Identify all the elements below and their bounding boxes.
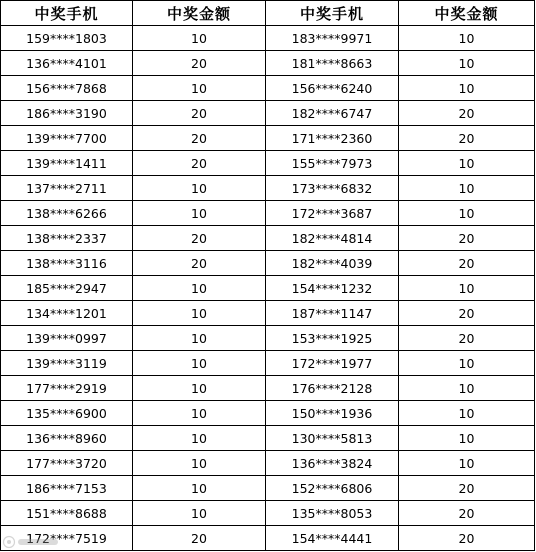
phone-cell-2: 182****4814 (266, 226, 399, 251)
phone-cell-2: 183****9971 (266, 26, 399, 51)
amount-cell-1: 10 (133, 201, 266, 226)
phone-cell-1: 156****7868 (1, 76, 133, 101)
table-row (1, 76, 535, 101)
table-row (1, 301, 535, 326)
table-row (1, 526, 535, 551)
phone-cell-2: 172****1977 (266, 351, 399, 376)
amount-cell-1: 20 (133, 51, 266, 76)
table-row (1, 151, 535, 176)
amount-cell-2: 20 (399, 501, 535, 526)
amount-cell-2: 10 (399, 401, 535, 426)
table-row (1, 51, 535, 76)
phone-cell-1: 139****3119 (1, 351, 133, 376)
phone-cell-2: 182****6747 (266, 101, 399, 126)
amount-cell-1: 10 (133, 76, 266, 101)
phone-cell-2: 187****1147 (266, 301, 399, 326)
table-row (1, 451, 535, 476)
amount-cell-2: 20 (399, 126, 535, 151)
phone-cell-1: 172****7519 (1, 526, 133, 551)
amount-cell-1: 20 (133, 226, 266, 251)
table-row (1, 26, 535, 51)
table-row (1, 251, 535, 276)
phone-cell-1: 186****3190 (1, 101, 133, 126)
phone-cell-1: 177****3720 (1, 451, 133, 476)
phone-cell-2: 135****8053 (266, 501, 399, 526)
phone-cell-1: 138****3116 (1, 251, 133, 276)
watermark-icon (2, 535, 62, 549)
amount-cell-2: 10 (399, 201, 535, 226)
amount-cell-1: 10 (133, 401, 266, 426)
amount-cell-1: 10 (133, 326, 266, 351)
table-row (1, 326, 535, 351)
table-row (1, 476, 535, 501)
phone-cell-1: 135****6900 (1, 401, 133, 426)
amount-cell-2: 10 (399, 26, 535, 51)
phone-cell-1: 186****7153 (1, 476, 133, 501)
amount-cell-2: 20 (399, 101, 535, 126)
amount-cell-2: 20 (399, 476, 535, 501)
header-phone-1: 中奖手机 (1, 1, 133, 26)
amount-cell-2: 10 (399, 276, 535, 301)
phone-cell-2: 172****3687 (266, 201, 399, 226)
phone-cell-2: 181****8663 (266, 51, 399, 76)
amount-cell-1: 10 (133, 476, 266, 501)
phone-cell-1: 136****8960 (1, 426, 133, 451)
phone-cell-1: 139****7700 (1, 126, 133, 151)
phone-cell-2: 171****2360 (266, 126, 399, 151)
amount-cell-2: 10 (399, 451, 535, 476)
phone-cell-1: 137****2711 (1, 176, 133, 201)
phone-cell-1: 159****1803 (1, 26, 133, 51)
table-row (1, 501, 535, 526)
phone-cell-1: 139****0997 (1, 326, 133, 351)
phone-cell-1: 177****2919 (1, 376, 133, 401)
phone-cell-1: 136****4101 (1, 51, 133, 76)
phone-cell-2: 150****1936 (266, 401, 399, 426)
amount-cell-1: 20 (133, 251, 266, 276)
table-row (1, 351, 535, 376)
amount-cell-1: 20 (133, 526, 266, 551)
amount-cell-1: 10 (133, 451, 266, 476)
amount-cell-2: 10 (399, 351, 535, 376)
table-row (1, 101, 535, 126)
phone-cell-1: 151****8688 (1, 501, 133, 526)
amount-cell-1: 10 (133, 501, 266, 526)
amount-cell-2: 20 (399, 526, 535, 551)
amount-cell-1: 20 (133, 101, 266, 126)
amount-cell-2: 20 (399, 251, 535, 276)
phone-cell-2: 154****4441 (266, 526, 399, 551)
table-row (1, 226, 535, 251)
amount-cell-1: 10 (133, 26, 266, 51)
header-amount-2: 中奖金额 (399, 1, 535, 26)
amount-cell-1: 20 (133, 151, 266, 176)
phone-cell-2: 155****7973 (266, 151, 399, 176)
phone-cell-2: 136****3824 (266, 451, 399, 476)
phone-cell-1: 185****2947 (1, 276, 133, 301)
amount-cell-1: 10 (133, 176, 266, 201)
amount-cell-2: 10 (399, 76, 535, 101)
table-row (1, 176, 535, 201)
table-row (1, 376, 535, 401)
phone-cell-1: 138****2337 (1, 226, 133, 251)
amount-cell-2: 10 (399, 176, 535, 201)
amount-cell-2: 10 (399, 151, 535, 176)
amount-cell-2: 10 (399, 426, 535, 451)
table-row (1, 276, 535, 301)
table-body (1, 26, 535, 551)
table-row (1, 126, 535, 151)
amount-cell-1: 10 (133, 376, 266, 401)
amount-cell-2: 20 (399, 226, 535, 251)
phone-cell-2: 130****5813 (266, 426, 399, 451)
phone-cell-1: 138****6266 (1, 201, 133, 226)
amount-cell-2: 20 (399, 326, 535, 351)
table-row (1, 426, 535, 451)
amount-cell-2: 10 (399, 51, 535, 76)
amount-cell-2: 20 (399, 301, 535, 326)
amount-cell-1: 10 (133, 301, 266, 326)
amount-cell-1: 10 (133, 351, 266, 376)
phone-cell-2: 154****1232 (266, 276, 399, 301)
header-row (1, 1, 535, 26)
header-phone-2: 中奖手机 (266, 1, 399, 26)
table-row (1, 201, 535, 226)
phone-cell-2: 153****1925 (266, 326, 399, 351)
phone-cell-1: 134****1201 (1, 301, 133, 326)
phone-cell-2: 182****4039 (266, 251, 399, 276)
amount-cell-1: 20 (133, 126, 266, 151)
phone-cell-2: 156****6240 (266, 76, 399, 101)
phone-cell-1: 139****1411 (1, 151, 133, 176)
amount-cell-1: 10 (133, 276, 266, 301)
phone-cell-2: 176****2128 (266, 376, 399, 401)
amount-cell-2: 10 (399, 376, 535, 401)
header-amount-1: 中奖金额 (133, 1, 266, 26)
amount-cell-1: 10 (133, 426, 266, 451)
phone-cell-2: 152****6806 (266, 476, 399, 501)
phone-cell-2: 173****6832 (266, 176, 399, 201)
table-row (1, 401, 535, 426)
